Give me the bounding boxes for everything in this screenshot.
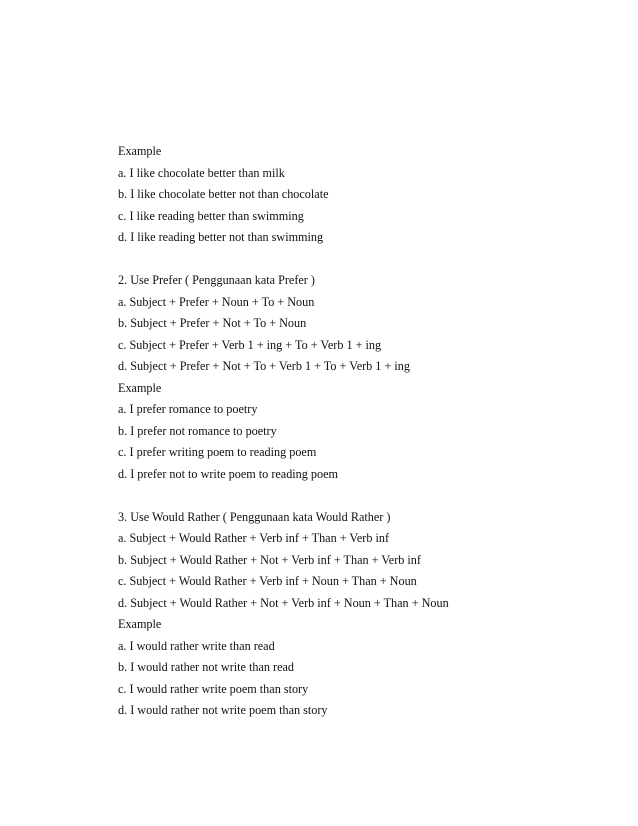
example-item: b. I would rather not write than read xyxy=(118,660,294,674)
example-item: d. I prefer not to write poem to reading poem xyxy=(118,466,338,481)
paragraph-gap xyxy=(118,485,598,507)
pattern-item: d. Subject + Would Rather + Not + Verb inf + Noun + Than + Noun xyxy=(118,595,449,610)
section-heading-would-rather: 3. Use Would Rather ( Penggunaan kata Would Rather ) xyxy=(118,509,391,524)
section-heading-prefer: 2. Use Prefer ( Penggunaan kata Prefer ) xyxy=(118,273,315,287)
example-item: a. I like chocolate better than milk xyxy=(118,165,285,180)
example-item: c. I prefer writing poem to reading poem xyxy=(118,445,317,459)
example-item: b. I prefer not romance to poetry xyxy=(118,423,277,438)
pattern-item: b. Subject + Prefer + Not + To + Noun xyxy=(118,316,307,330)
example-heading: Example xyxy=(118,144,162,158)
example-item: a. I prefer romance to poetry xyxy=(118,402,258,416)
example-item: d. I would rather not write poem than story xyxy=(118,703,328,717)
pattern-item: c. Subject + Prefer + Verb 1 + ing + To + Verb 1 + ing xyxy=(118,337,382,352)
pattern-item: a. Subject + Would Rather + Verb inf + Than + Verb inf xyxy=(118,531,390,545)
example-item: c. I would rather write poem than story xyxy=(118,681,309,696)
document-page xyxy=(118,141,598,722)
paragraph-gap xyxy=(118,249,598,271)
example-item: b. I like chocolate better not than chocolate xyxy=(118,187,329,201)
pattern-item: c. Subject + Would Rather + Verb inf + Noun + Than + Noun xyxy=(118,574,417,588)
example-item: c. I like reading better than swimming xyxy=(118,208,304,223)
pattern-item: a. Subject + Prefer + Noun + To + Noun xyxy=(118,294,315,309)
example-item: d. I like reading better not than swimming xyxy=(118,230,324,244)
example-item: a. I would rather write than read xyxy=(118,638,275,653)
pattern-item: d. Subject + Prefer + Not + To + Verb 1 + To + Verb 1 + ing xyxy=(118,359,410,373)
example-heading: Example xyxy=(118,380,162,395)
example-heading: Example xyxy=(118,617,162,631)
pattern-item: b. Subject + Would Rather + Not + Verb inf + Than + Verb inf xyxy=(118,552,421,567)
